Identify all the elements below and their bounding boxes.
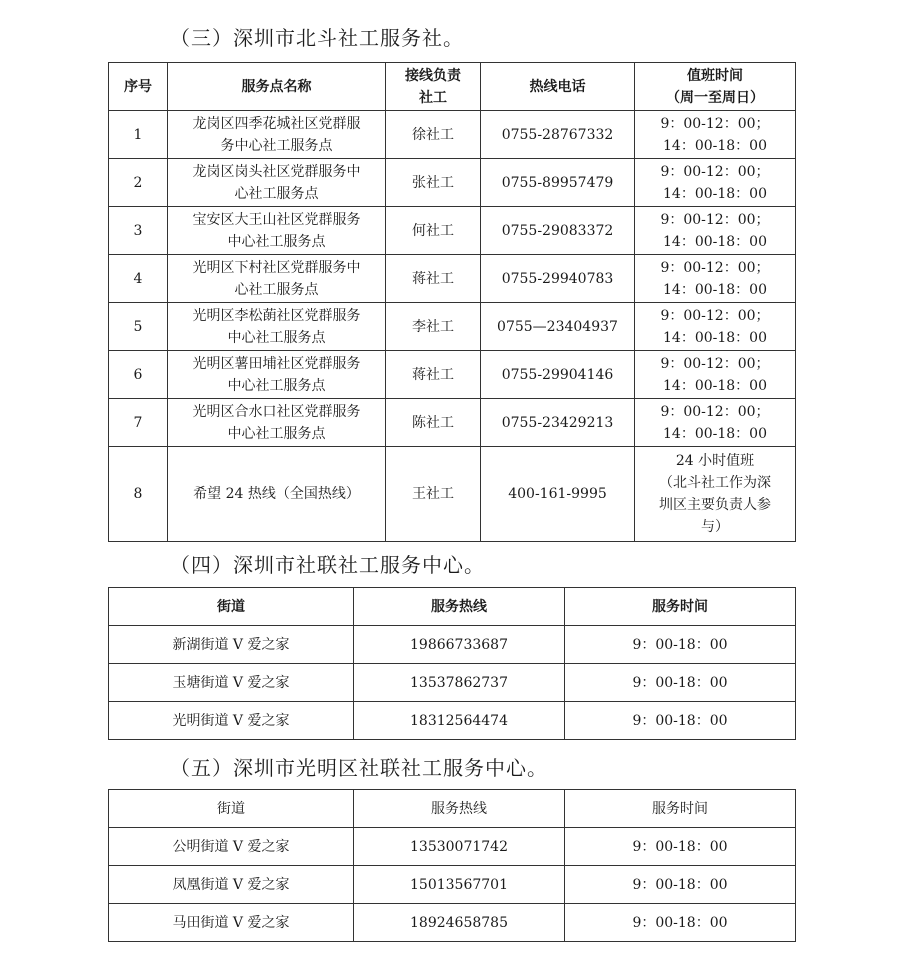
table-header-row bbox=[109, 588, 796, 626]
table-row: 凤凰街道 V 爱之家 15013567701 9：00-18：00 bbox=[109, 866, 796, 904]
table-row: 5 光明区李松蓢社区党群服务 中心社工服务点 李社工 0755—23404937 9：00-12：00； 14：00-18：00 bbox=[109, 303, 796, 351]
header-phone: 热线电话 bbox=[481, 63, 635, 111]
table-row: 1 龙岗区四季花城社区党群服 务中心社工服务点 徐社工 0755-28767332 9：00-12：00； 14：00-18：00 bbox=[109, 111, 796, 159]
header-street: 街道 bbox=[109, 790, 354, 828]
guangming-service-table bbox=[108, 789, 796, 942]
header-street: 街道 bbox=[109, 588, 354, 626]
table-row: 玉塘街道 V 爱之家 13537862737 9：00-18：00 bbox=[109, 664, 796, 702]
shelian-service-table bbox=[108, 587, 796, 740]
table-row: 新湖街道 V 爱之家 19866733687 9：00-18：00 bbox=[109, 626, 796, 664]
table-row: 公明街道 V 爱之家 13530071742 9：00-18：00 bbox=[109, 828, 796, 866]
header-worker: 接线负责 社工 bbox=[386, 63, 481, 111]
table-row: 马田街道 V 爱之家 18924658785 9：00-18：00 bbox=[109, 904, 796, 942]
table-row: 4 光明区下村社区党群服务中 心社工服务点 蒋社工 0755-29940783 9：00-12：00； 14：00-18：00 bbox=[109, 255, 796, 303]
table-row: 6 光明区薯田埔社区党群服务 中心社工服务点 蒋社工 0755-29904146 9：00-12：00； 14：00-18：00 bbox=[109, 351, 796, 399]
table-row: 光明街道 V 爱之家 18312564474 9：00-18：00 bbox=[109, 702, 796, 740]
table-header-row bbox=[109, 790, 796, 828]
header-hotline: 服务热线 bbox=[354, 588, 565, 626]
section5-title: （五）深圳市光明区社联社工服务中心。 bbox=[170, 756, 548, 780]
table-row: 3 宝安区大王山社区党群服务 中心社工服务点 何社工 0755-29083372 9：00-12：00； 14：00-18：00 bbox=[109, 207, 796, 255]
header-name: 服务点名称 bbox=[168, 63, 386, 111]
header-time: 服务时间 bbox=[565, 588, 796, 626]
table-row: 7 光明区合水口社区党群服务 中心社工服务点 陈社工 0755-23429213 9：00-12：00； 14：00-18：00 bbox=[109, 399, 796, 447]
table-row: 8 希望 24 热线（全国热线） 王社工 400-161-9995 24 小时值班 （北斗社工作为深 圳区主要负责人参 与） bbox=[109, 447, 796, 542]
section4-title: （四）深圳市社联社工服务中心。 bbox=[170, 553, 485, 577]
header-hours: 值班时间 （周一至周日） bbox=[635, 63, 796, 111]
table-header-row bbox=[109, 63, 796, 111]
header-time: 服务时间 bbox=[565, 790, 796, 828]
section3-title: （三）深圳市北斗社工服务社。 bbox=[170, 26, 464, 50]
header-no: 序号 bbox=[109, 63, 168, 111]
header-hotline: 服务热线 bbox=[354, 790, 565, 828]
beidou-service-table bbox=[108, 62, 796, 542]
table-row: 2 龙岗区岗头社区党群服务中 心社工服务点 张社工 0755-89957479 9：00-12：00； 14：00-18：00 bbox=[109, 159, 796, 207]
